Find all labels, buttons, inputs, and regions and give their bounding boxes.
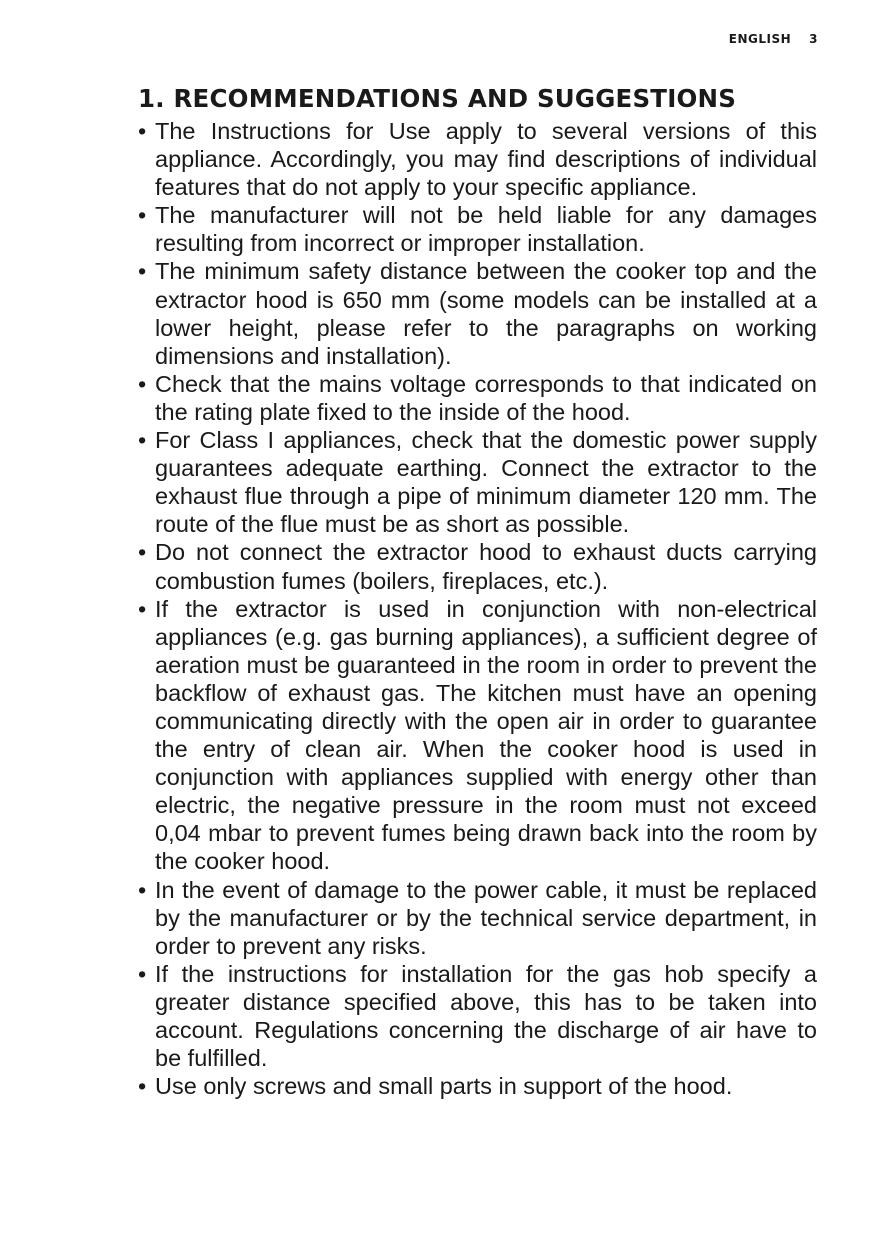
recommendations-list: [138, 117, 817, 1100]
bullet-icon: •: [138, 539, 147, 566]
list-item-text: The minimum safety distance between the cooker top and the extractor hood is 650 mm (some models can be installed at a lower height, please refer to the paragraphs on working dimensions and installation).: [155, 258, 817, 369]
bullet-icon: •: [138, 960, 147, 987]
bullet-icon: •: [138, 202, 147, 229]
page-number: 3: [809, 32, 818, 46]
list-item-text: If the extractor is used in conjunction with non-electrical appliances (e.g. gas burning appliances), a sufficient degree of aeration must be guaranteed in the room in order to prevent the backflow of exhaust gas. The kitchen must have an opening communicating directly with the open air in order to guarantee the entry of clean air. When the cooker hood is used in conjunction with appliances supplied with energy other than electric, the negative pressure in the room must not exceed 0,04 mbar to prevent fumes being drawn back into the room by the cooker hood.: [155, 595, 817, 875]
list-item-text: In the event of damage to the power cable, it must be replaced by the manufacturer or by the technical service department, in order to prevent any risks.: [155, 876, 817, 959]
list-item: [138, 876, 817, 960]
list-item: [138, 257, 817, 369]
bullet-icon: •: [138, 118, 147, 144]
list-item-text: If the instructions for installation for the gas hob specify a greater distance specified above, this has to be taken into account. Regulations concerning the discharge of air have to be fulfilled.: [155, 960, 817, 1072]
list-item: [138, 960, 817, 1072]
bullet-icon: •: [138, 427, 147, 454]
bullet-icon: •: [138, 876, 147, 903]
list-item: [138, 117, 817, 201]
page-header: [729, 32, 818, 46]
list-item-text: Do not connect the extractor hood to exhaust ducts carrying combustion fumes (boilers, fireplaces, etc.).: [155, 539, 817, 594]
main-content: [138, 82, 817, 1100]
list-item: [138, 1072, 817, 1100]
language-label: ENGLISH: [728, 32, 792, 46]
list-item-text: The manufacturer will not be held liable for any damages resulting from incorrect or improper installation.: [155, 202, 817, 257]
list-item-text: Use only screws and small parts in support of the hood.: [155, 1073, 733, 1100]
list-item: [138, 595, 817, 876]
list-item: [138, 370, 817, 426]
bullet-icon: •: [138, 370, 147, 397]
list-item: [138, 426, 817, 538]
list-item-text: For Class I appliances, check that the domestic power supply guarantees adequate earthing. Connect the extractor to the exhaust flue through a pipe of minimum diameter 120 mm. The route of the flue must be as short as possible.: [155, 427, 817, 538]
bullet-icon: •: [138, 595, 147, 622]
list-item: [138, 201, 817, 257]
section-title: 1. RECOMMENDATIONS AND SUGGESTIONS: [138, 84, 737, 113]
list-item-text: The Instructions for Use apply to several versions of this appliance. Accordingly, you may find descriptions of individual features that do not apply to your specific appliance.: [155, 118, 817, 201]
list-item: [138, 538, 817, 594]
bullet-icon: •: [138, 258, 147, 285]
bullet-icon: •: [138, 1073, 147, 1100]
list-item-text: Check that the mains voltage corresponds to that indicated on the rating plate fixed to the inside of the hood.: [155, 370, 817, 425]
